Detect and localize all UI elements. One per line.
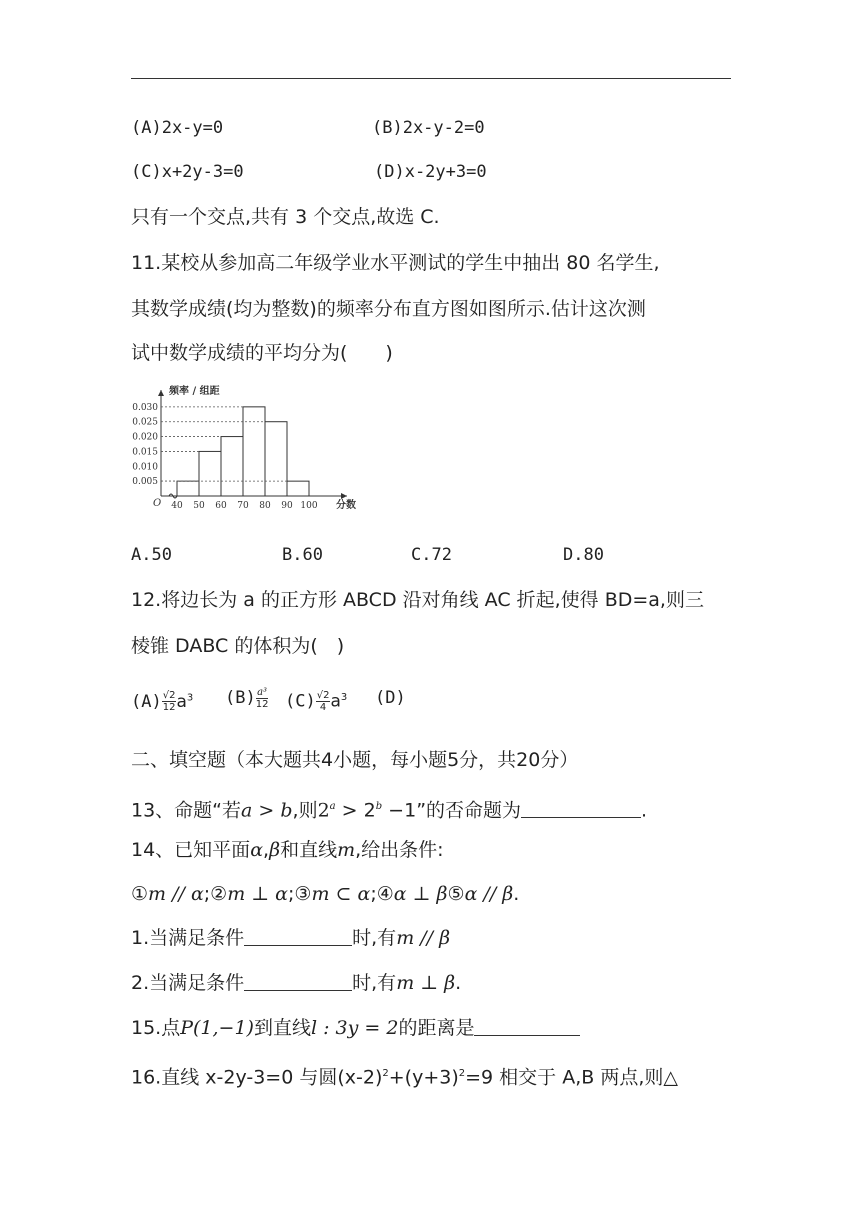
q11-option-d: D.80 — [563, 545, 604, 565]
q16: 16.直线 x-2y-3=0 与圆$(x-2)^2+(y+3)^2=9$ 相交于 A,B 两点,则△ — [131, 1066, 678, 1089]
histogram-bar — [287, 481, 309, 496]
fraction: $\frac{\text{a³}}{12}$ — [255, 686, 269, 710]
frequency-histogram — [125, 378, 360, 518]
histogram-bar — [221, 437, 243, 496]
q14-line-1: 14、已知平面α,β和直线m,给出条件: — [131, 839, 444, 861]
q11-line-3: 试中数学成绩的平均分为( ) — [131, 342, 393, 364]
prev-options-row-2 — [131, 160, 487, 184]
option-a: (A)2x-y=0 — [131, 118, 224, 138]
q12-option-a: (A) $\frac{√2}{12}$ $a^3$ — [131, 690, 194, 714]
x-tick-label: 90 — [281, 501, 293, 511]
q15: 15.点P(1,−1)到直线l : 3y = 2的距离是 — [131, 1016, 580, 1040]
y-tick-label: 0.015 — [132, 447, 158, 458]
x-tick-label: 70 — [237, 501, 249, 511]
x-axis-label: 分数 — [336, 500, 356, 511]
q13: 13、命题“若a > b,则$2^a > 2^b -1$”的否命题为 . — [131, 799, 648, 822]
q11-option-a: A.50 — [131, 545, 172, 565]
q11-line-2: 其数学成绩(均为整数)的频率分布直方图如图所示.估计这次测 — [131, 298, 646, 320]
answer-blank — [521, 799, 641, 818]
option-c: (C)x+2y-3=0 — [131, 162, 244, 182]
x-tick-label: 40 — [171, 501, 183, 511]
section-heading: 二、填空题（本大题共4小题，每小题5分，共20分） — [131, 749, 579, 771]
prev-answer-note: 只有一个交点,共有 3 个交点,故选 C. — [131, 206, 440, 228]
q12-option-b: (B) $\frac{\text{a³}}{12}$ — [225, 686, 269, 710]
origin-label: O — [153, 498, 162, 509]
y-axis-label: 频率 / 组距 — [169, 386, 220, 397]
prev-options-row-1 — [131, 116, 485, 140]
x-tick-label: 100 — [300, 501, 318, 511]
histogram-bar — [243, 407, 265, 496]
q12-options — [131, 686, 406, 714]
q11-option-b: B.60 — [282, 545, 323, 565]
y-tick-label: 0.020 — [132, 432, 158, 443]
q12-option-c: (C) $\frac{√2}{4}$ $a^3$ — [285, 690, 348, 714]
y-tick-label: 0.025 — [132, 417, 158, 428]
q12-line-2: 棱锥 DABC 的体积为( ) — [131, 635, 345, 657]
q12-line-1: 12.将边长为 a 的正方形 ABCD 沿对角线 AC 折起,使得 BD=a,则三 — [131, 589, 704, 611]
fraction: $\frac{√2}{12}$ — [162, 690, 176, 714]
q14-conditions: ①m // α;②m ⊥ α;③m ⊂ α;④α ⊥ β⑤α // β. — [131, 883, 520, 905]
x-tick-label: 60 — [215, 501, 227, 511]
x-axis-arrow — [341, 493, 347, 499]
q14-sub-1: 1.当满足条件 时,有m // β — [131, 927, 451, 949]
answer-blank — [244, 972, 352, 991]
x-tick-label: 50 — [193, 501, 205, 511]
q12-option-d: (D) — [375, 688, 406, 708]
histogram-bar — [199, 451, 221, 496]
fraction: $\frac{√2}{4}$ — [316, 690, 330, 714]
answer-blank — [244, 927, 352, 946]
histogram-bar — [177, 481, 199, 496]
y-tick-label: 0.010 — [132, 462, 158, 473]
top-rule — [131, 78, 731, 79]
histogram-bar — [265, 422, 287, 496]
y-axis-arrow — [158, 390, 164, 396]
y-tick-label: 0.030 — [132, 402, 158, 413]
q11-option-c: C.72 — [411, 545, 452, 565]
y-tick-label: 0.005 — [132, 477, 158, 488]
option-b: (B)2x-y-2=0 — [372, 118, 485, 138]
option-d: (D)x-2y+3=0 — [374, 162, 487, 182]
q14-sub-2: 2.当满足条件 时,有m ⊥ β. — [131, 972, 462, 994]
q11-options — [131, 543, 604, 567]
x-tick-label: 80 — [259, 501, 271, 511]
q11-line-1: 11.某校从参加高二年级学业水平测试的学生中抽出 80 名学生, — [131, 252, 660, 274]
answer-blank — [474, 1017, 580, 1036]
